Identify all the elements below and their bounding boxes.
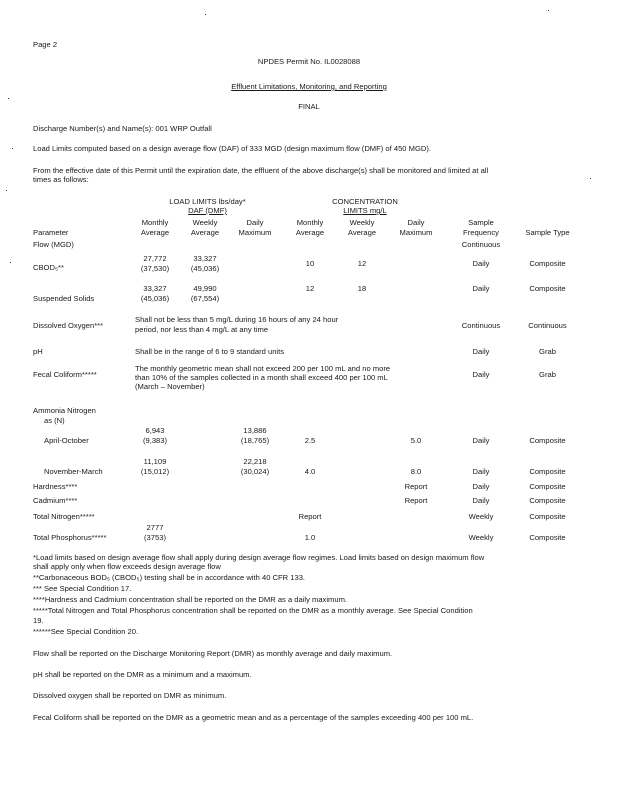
col-heading: Average [295,228,325,237]
cell-value: Report [298,512,322,521]
scan-speck [548,10,549,11]
cell-value: 2777 [146,523,164,532]
reporting-note: Dissolved oxygen shall be reported on DMR as minimum. [33,691,227,700]
footnote: ****Hardness and Cadmium concentration shall be reported on the DMR as a daily maximum. [33,595,348,604]
row-frequency: Weekly [468,512,494,521]
page-label: Page 2 [33,40,58,49]
footnote: *** See Special Condition 17. [33,584,132,593]
row-sample-type: Composite [529,284,566,293]
cell-value: 6,943 [145,426,165,435]
concentration-heading: CONCENTRATION [332,197,398,206]
scan-speck [6,190,7,191]
col-heading: Maximum [238,228,272,237]
reporting-note: Fecal Coliform shall be reported on the DMR as a geometric mean and as a percentage of the samples exceeding 400 per 100 mL. [33,713,474,722]
cell-value: 10 [305,259,315,268]
intro-line: From the effective date of this Permit until the expiration date, the effluent of the above discharge(s) shall be monitored and limited at all [33,166,489,175]
row-frequency: Continuous [461,321,501,330]
footnote: ******See Special Condition 20. [33,627,139,636]
row-parameter: Flow (MGD) [33,240,74,249]
scan-speck [10,262,11,263]
conc-units-heading: LIMITS mg/L [343,206,387,215]
cell-value: (3753) [144,533,166,542]
row-parameter: Suspended Solids [33,294,95,303]
cell-value: 49,990 [193,284,217,293]
row-narrative: period, nor less than 4 mg/L at any time [135,325,269,334]
row-parameter: Dissolved Oxygen*** [33,321,104,330]
cell-value: 8.0 [410,467,422,476]
cell-value: (15,012) [140,467,170,476]
reporting-note: Flow shall be reported on the Discharge Monitoring Report (DMR) as monthly average and daily maximum. [33,649,393,658]
row-sample-type: Composite [529,533,566,542]
col-heading: Monthly [296,218,324,227]
col-heading: Average [190,228,220,237]
cell-value: 4.0 [304,467,316,476]
cell-value: 2.5 [304,436,316,445]
row-sample-type: Composite [529,259,566,268]
row-frequency: Daily [472,284,490,293]
row-frequency: Weekly [468,533,494,542]
col-heading: Daily [407,218,425,227]
row-frequency: Daily [472,259,490,268]
load-limits-line: Load Limits computed based on a design average flow (DAF) of 333 MGD (design maximum flow (DMF) of 450 MGD). [33,144,431,153]
row-narrative: The monthly geometric mean shall not exceed 200 per 100 mL and no more [135,364,391,373]
intro-line: times as follows: [33,175,89,184]
scan-speck [12,148,13,149]
cell-value: (45,036) [140,294,170,303]
col-heading: Maximum [399,228,433,237]
daf-dmf-heading: DAF (DMF) [188,206,227,215]
cell-value: 33,327 [143,284,167,293]
col-heading: Frequency [463,228,499,237]
cell-value: 1.0 [304,533,316,542]
row-narrative: than 10% of the samples collected in a month shall exceed 400 per 100 mL [135,373,388,382]
row-frequency: Continuous [461,240,501,249]
cell-value: 12 [357,259,367,268]
col-heading: Average [140,228,170,237]
col-heading: Daily [246,218,264,227]
footnote: shall apply only when flow exceeds design average flow [33,562,221,571]
final-label: FINAL [298,102,320,111]
cell-value: (37,530) [140,264,170,273]
discharge-line: Discharge Number(s) and Name(s): 001 WRP Outfall [33,124,212,133]
row-parameter: Total Phosphorus***** [33,533,107,542]
row-narrative: Shall not be less than 5 mg/L during 16 hours of any 24 hour [135,315,339,324]
cell-value: 11,109 [143,457,167,466]
row-frequency: Daily [472,482,490,491]
row-parameter: April-October [44,436,89,445]
row-narrative: (March – November) [135,382,205,391]
scan-speck [205,14,206,15]
col-heading: Sample Type [525,228,570,237]
row-sample-type: Composite [529,512,566,521]
row-parameter: Ammonia Nitrogen [33,406,96,415]
permit-number: NPDES Permit No. IL0028088 [257,57,361,66]
cell-value: Report [404,496,428,505]
footnote: **Carbonaceous BOD₅ (CBOD₅) testing shall be in accordance with 40 CFR 133. [33,573,306,582]
row-sample-type: Composite [529,467,566,476]
cell-value: 22,218 [243,457,267,466]
col-heading: Sample [468,218,494,227]
col-heading: Weekly [192,218,218,227]
row-parameter: Hardness**** [33,482,78,491]
section-title: Effluent Limitations, Monitoring, and Reporting [231,82,387,91]
cell-value: 13,886 [243,426,267,435]
row-frequency: Daily [472,436,490,445]
row-sample-type: Composite [529,482,566,491]
footnote: 19. [33,616,44,625]
row-frequency: Daily [472,370,490,379]
row-parameter: pH [33,347,43,356]
cell-value: (45,036) [190,264,220,273]
footnote: *****Total Nitrogen and Total Phosphorus concentration shall be reported on the DMR as a monthly average. See Special Condition [33,606,473,615]
col-heading: Average [347,228,377,237]
cell-value: Report [404,482,428,491]
cell-value: (30,024) [240,467,270,476]
row-frequency: Daily [472,347,490,356]
cell-value: (67,554) [190,294,220,303]
cell-value: (9,383) [142,436,168,445]
col-heading: Weekly [349,218,375,227]
parameter-heading: Parameter [33,228,69,237]
footnote: *Load limits based on design average flow shall apply during design average flow regimes. Load limits based on design maximum flow [33,553,485,562]
row-parameter: November-March [44,467,103,476]
col-heading: Monthly [141,218,169,227]
row-sample-type: Grab [539,370,556,379]
scan-speck [590,178,591,179]
row-sample-type: Grab [539,347,556,356]
row-sample-type: Composite [529,496,566,505]
row-frequency: Daily [472,496,490,505]
reporting-note: pH shall be reported on the DMR as a minimum and a maximum. [33,670,252,679]
cell-value: (18,765) [240,436,270,445]
row-sample-type: Continuous [528,321,567,330]
cell-value: 18 [357,284,367,293]
row-parameter: Cadmium**** [33,496,78,505]
row-sample-type: Composite [529,436,566,445]
scan-speck [8,98,9,99]
row-parameter: CBOD₅** [33,263,64,272]
row-frequency: Daily [472,467,490,476]
cell-value: 12 [305,284,315,293]
cell-value: 5.0 [410,436,422,445]
cell-value: 33,327 [193,254,217,263]
cell-value: 27,772 [143,254,167,263]
load-limits-heading: LOAD LIMITS lbs/day* [169,197,246,206]
row-parameter: Fecal Coliform***** [33,370,97,379]
row-parameter: Total Nitrogen***** [33,512,95,521]
row-narrative: Shall be in the range of 6 to 9 standard units [135,347,285,356]
row-parameter: as (N) [44,416,65,425]
